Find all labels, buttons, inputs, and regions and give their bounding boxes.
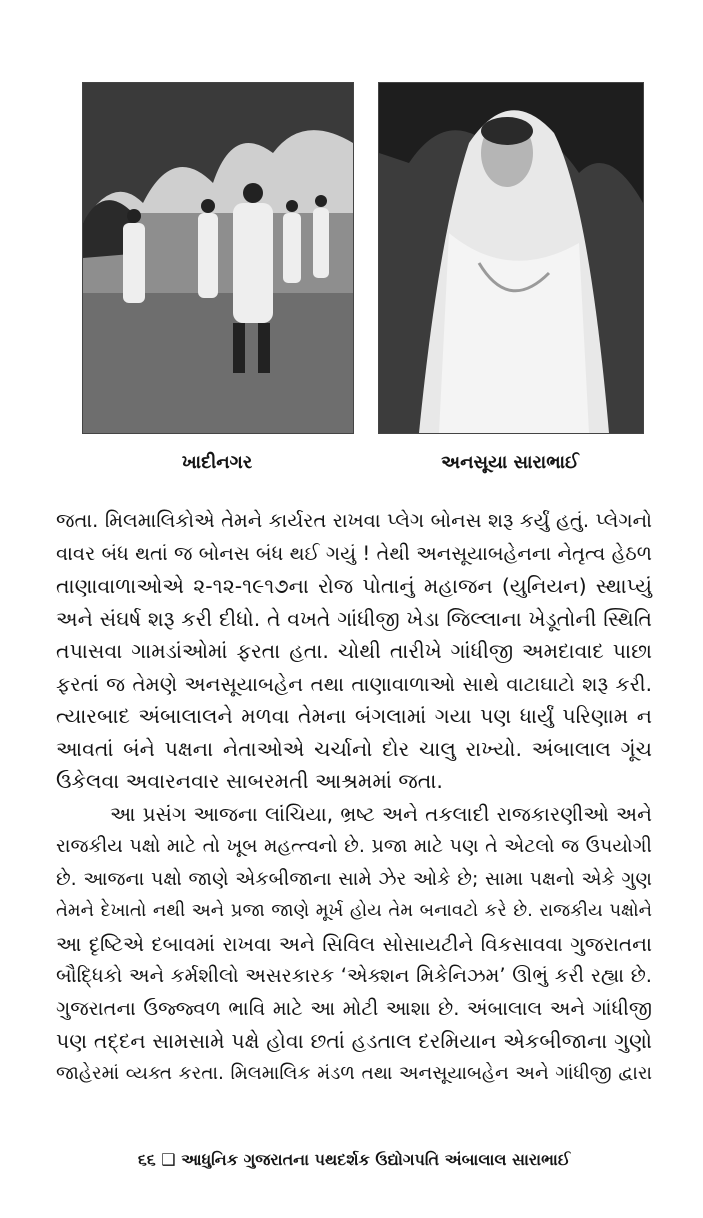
photo-caption-khadinagar: ખાદીનગર xyxy=(181,452,253,473)
text-line: જાહેરમાં વ્યક્ત કરતા. મિલમાલિક મંડળ તથા અનસૂયાબહેન અને ગાંધીજી દ્વારા xyxy=(56,1062,652,1084)
text-line: અને સંઘર્ષ શરૂ કરી દીધો. તે વખતે ગાંધીજી ખેડા જિલ્લાના ખેડૂતોની સ્થિતિ xyxy=(56,606,652,631)
text-line: જતા. મિલમાલિકોએ તેમને કાર્યરત રાખવા પ્લેગ બોનસ શરૂ કર્યું હતું. પ્લેગનો xyxy=(56,509,652,532)
photo-caption-anasuya-sarabhai: અનસૂયા સારાભાઈ xyxy=(441,452,579,473)
text-line: આવતાં બંને પક્ષના નેતાઓએ ચર્ચાનો દોર ચાલુ રાખ્યો. અંબાલાલ ગૂંચ xyxy=(56,736,652,761)
text-line: આ દૃષ્ટિએ દબાવમાં રાખવા અને સિવિલ સોસાયટીને વિકસાવવા ગુજરાતના xyxy=(56,931,652,956)
text-line: બૌદ્ધિકો અને કર્મશીલો અસરકારક ‘એક્શન મિકેનિઝમ’ ઊભું કરી રહ્યા છે. xyxy=(56,964,652,987)
text-line: ઉકેલવા અવારનવાર સાબરમતી આશ્રમમાં જતા. xyxy=(56,769,443,793)
khadinagar-photo xyxy=(82,82,354,434)
anasuya-sarabhai-photo xyxy=(378,82,644,434)
text-line: તેમને દેખાતો નથી અને પ્રજા જાણે મૂર્ખ હોય તેમ બનાવટો કરે છે. રાજકીય પક્ષોને xyxy=(56,900,652,921)
text-line: છે. આજના પક્ષો જાણે એકબીજાના સામે ઝેર ઓકે છે; સામા પક્ષનો એકે ગુણ xyxy=(56,867,652,890)
text-line: ફરતાં જ તેમણે અનસૂયાબહેન તથા તાણાવાળાઓ સાથે વાટાઘાટો શરૂ કરી. xyxy=(56,671,652,696)
text-line: પણ તદ્દન સામસામે પક્ષે હોવા છતાં હડતાલ દરમિયાન એકબીજાના ગુણો xyxy=(56,1029,652,1053)
body-text xyxy=(56,505,652,1090)
text-line: તપાસવા ગામડાંઓમાં ફરતા હતા. ચોથી તારીખે ગાંધીજી અમદાવાદ પાછા xyxy=(56,639,652,663)
text-line: ગુજરાતના ઉજ્જ્વળ ભાવિ માટે આ મોટી આશા છે. અંબાલાલ અને ગાંધીજી xyxy=(56,996,652,1020)
text-line: તાણાવાળાઓએ ૨-૧૨-૧૯૧૭ના રોજ પોતાનું મહાજન (યુનિયન) સ્થાપ્યું xyxy=(56,574,652,598)
text-line: વાવર બંધ થતાં જ બોનસ બંધ થઈ ગયું ! તેથી અનસૂયાબહેનના નેતૃત્વ હેઠળ xyxy=(56,541,652,565)
page-footer: ૬૬ ❑ આધુનિક ગુજરાતના પથદર્શક ઉદ્યોગપતિ અંબાલાલ સારાભાઈ xyxy=(137,1150,571,1169)
text-line: ત્યારબાદ અંબાલાલને મળવા તેમના બંગલામાં ગયા પણ ધાર્યું પરિણામ ન xyxy=(56,704,652,728)
paragraph-start-line: આ પ્રસંગ આજના લાંચિયા, ભ્રષ્ટ અને તકલાદી રાજકારણીઓ અને xyxy=(110,801,652,826)
text-line: રાજકીય પક્ષો માટે તો ખૂબ મહત્ત્વનો છે. પ્રજા માટે પણ તે એટલો જ ઉપયોગી xyxy=(56,835,652,857)
